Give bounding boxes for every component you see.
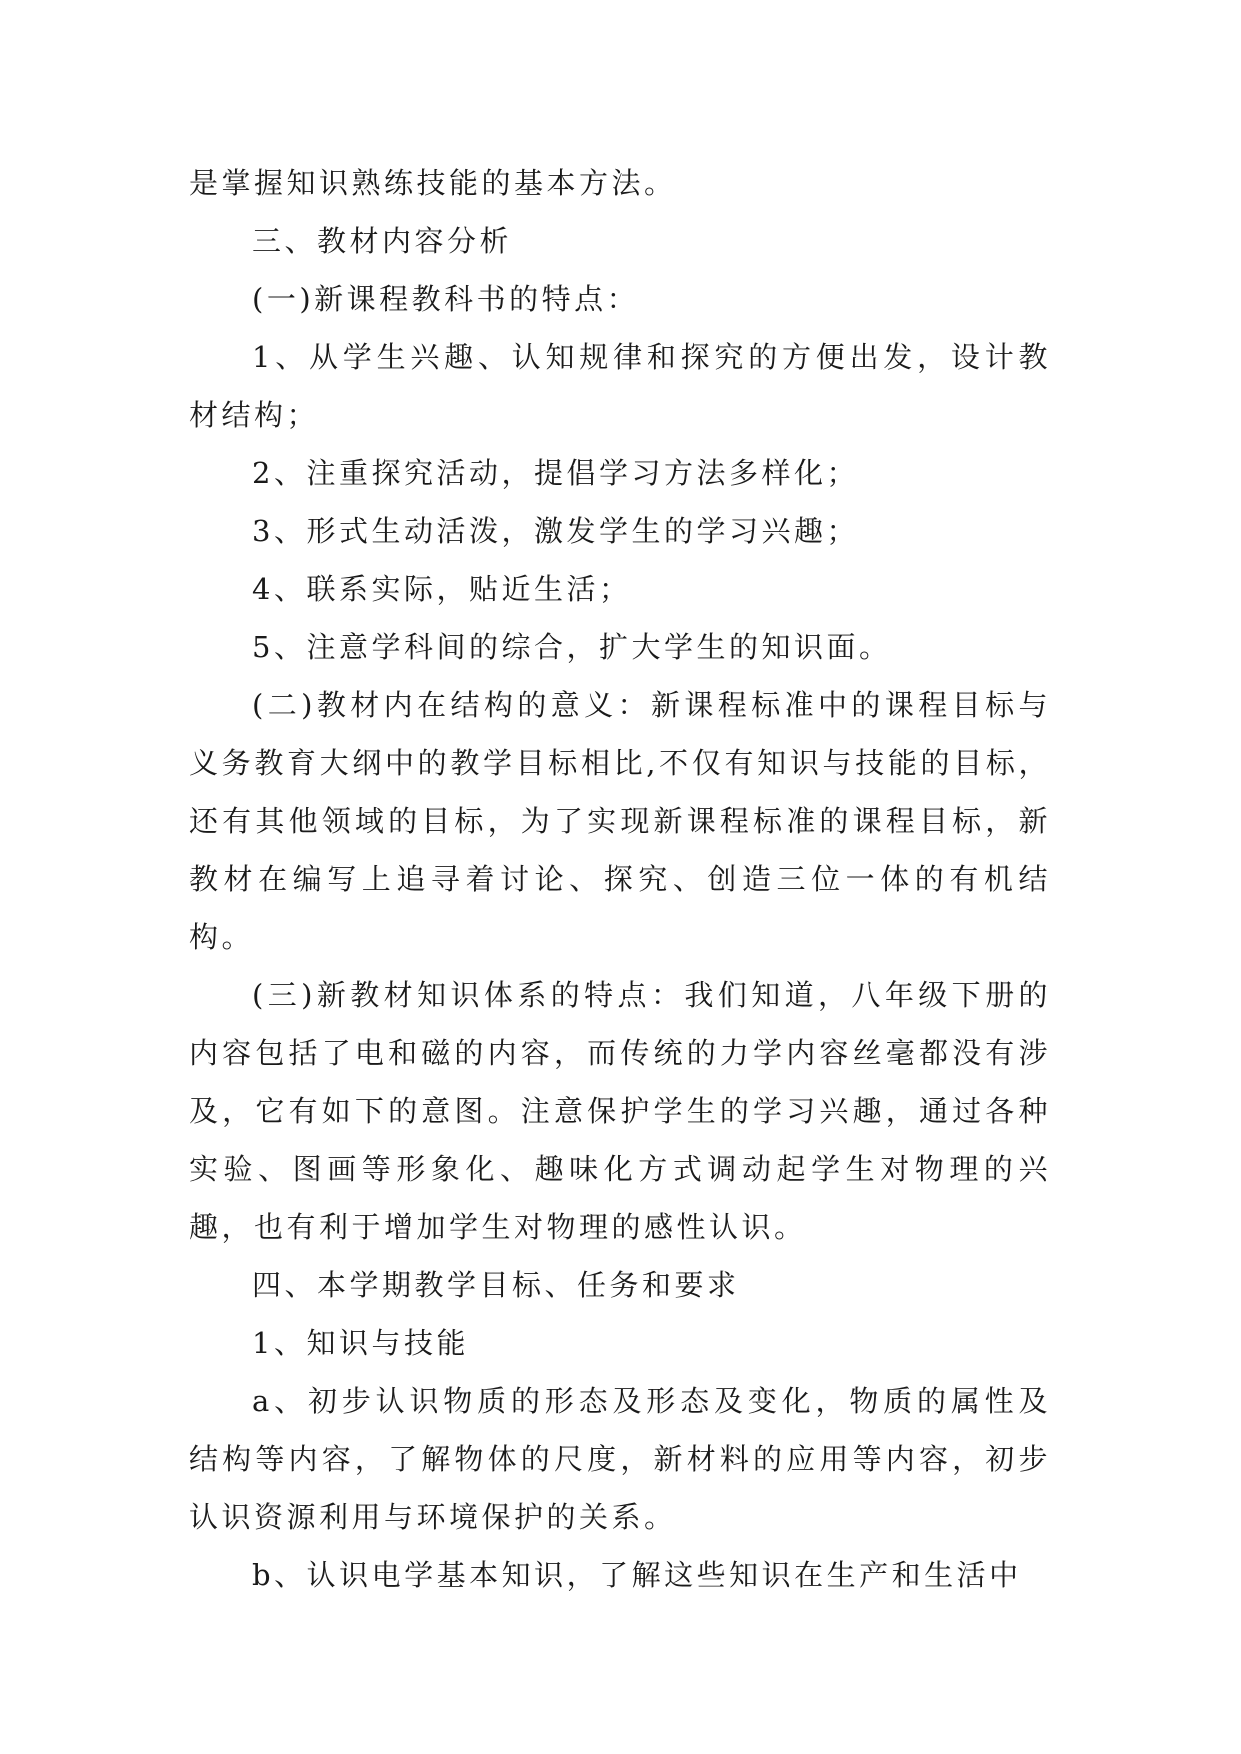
list-item: 4、联系实际，贴近生活； <box>252 572 632 606</box>
list-item: 5、注意学科间的综合，扩大学生的知识面。 <box>252 630 892 664</box>
paragraph: 是掌握知识熟练技能的基本方法。 <box>189 166 677 200</box>
paragraph: b、认识电学基本知识，了解这些知识在生产和生活中 <box>252 1558 1022 1592</box>
paragraph: a、初步认识物质的形态及形态及变化，物质的属性及结构等内容，了解物体的尺度，新材料的应用等内容，初步认识资源利用与环境保护的关系。 <box>189 1384 1051 1534</box>
paragraph: (三)新教材知识体系的特点：我们知道，八年级下册的内容包括了电和磁的内容，而传统的力学内容丝毫都没有涉及，它有如下的意图。注意保护学生的学习兴趣，通过各种实验、图画等形象化、趣味化方式调动起学生对物理的兴趣，也有利于增加学生对物理的感性认识。 <box>189 978 1051 1244</box>
subsection-heading: 1、知识与技能 <box>252 1326 469 1360</box>
list-item: 3、形式生动活泼，激发学生的学习兴趣； <box>252 514 859 548</box>
list-item: 1、从学生兴趣、认知规律和探究的方便出发，设计教材结构； <box>189 340 1051 432</box>
section-heading: 三、教材内容分析 <box>252 224 513 258</box>
paragraph: (二)教材内在结构的意义：新课程标准中的课程目标与义务教育大纲中的教学目标相比,不仅有知识与技能的目标，还有其他领域的目标，为了实现新课程标准的课程目标，新教材在编写上追寻着讨论、探究、创造三位一体的有机结构。 <box>189 688 1051 954</box>
subsection-heading: (一)新课程教科书的特点： <box>252 282 640 316</box>
document-body <box>189 154 1051 1604</box>
list-item: 2、注重探究活动，提倡学习方法多样化； <box>252 456 859 490</box>
section-heading: 四、本学期教学目标、任务和要求 <box>252 1268 740 1302</box>
